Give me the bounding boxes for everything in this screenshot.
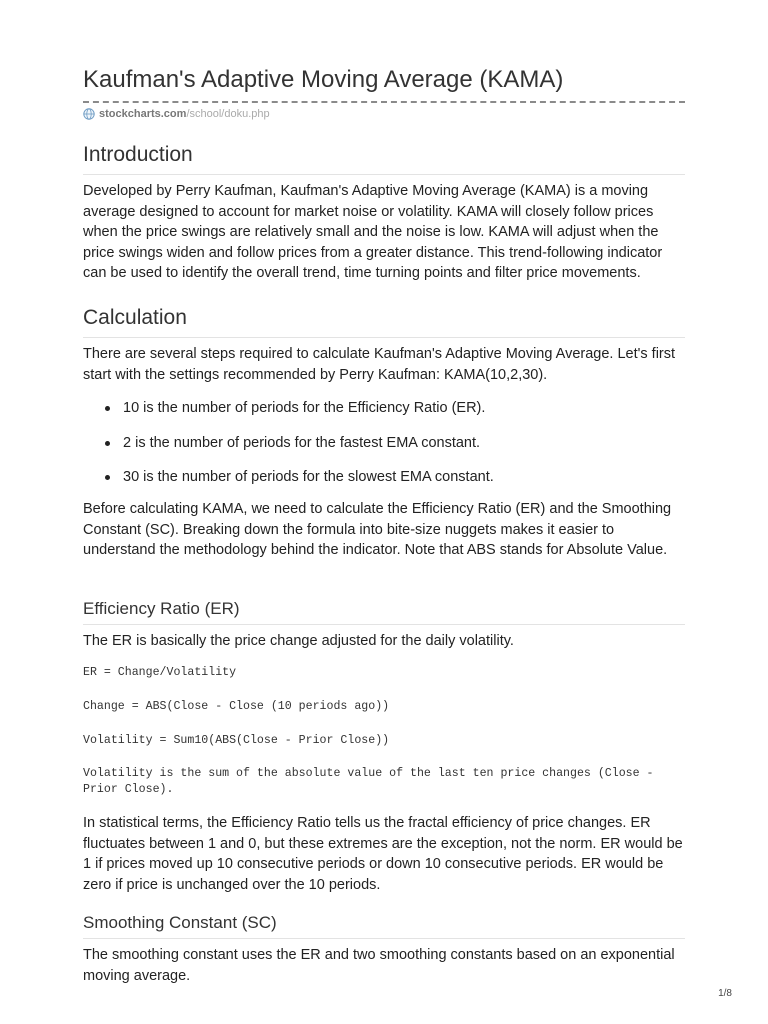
calc-paragraph-2: Before calculating KAMA, we need to calculate the Efficiency Ratio (ER) and the Smoothing Constant (SC). Breaking down the formula into bite-size nuggets makes it easier to understand the methodology behind the indicator. Note that ABS stands for Absolute Value. bbox=[83, 501, 672, 559]
section-heading-introduction: Introduction bbox=[83, 143, 685, 175]
code-volatility-formula: Volatility = Sum10(ABS(Close - Prior Close)) bbox=[83, 734, 390, 747]
bullet-icon bbox=[105, 475, 110, 480]
bullet-icon bbox=[105, 406, 110, 411]
page-title: Kaufman's Adaptive Moving Average (KAMA) bbox=[83, 66, 564, 93]
bullet-icon bbox=[105, 441, 110, 446]
code-change-formula: Change = ABS(Close - Close (10 periods ago)) bbox=[83, 700, 390, 713]
list-item: 10 is the number of periods for the Efficiency Ratio (ER). bbox=[83, 398, 685, 418]
settings-list bbox=[83, 398, 685, 502]
source-path[interactable]: /school/doku.php bbox=[186, 108, 270, 120]
source-domain[interactable]: stockcharts.com bbox=[99, 108, 187, 120]
globe-icon bbox=[83, 108, 95, 120]
source-link[interactable] bbox=[83, 107, 270, 121]
code-volatility-note: Volatility is the sum of the absolute value of the last ten price changes (Close - Prior Close). bbox=[83, 767, 661, 796]
subsection-heading-sc: Smoothing Constant (SC) bbox=[83, 913, 685, 939]
list-item: 30 is the number of periods for the slowest EMA constant. bbox=[83, 467, 685, 487]
er-paragraph-2: In statistical terms, the Efficiency Ratio tells us the fractal efficiency of price changes. ER fluctuates between 1 and 0, but these extremes are the exception, not the norm. ER would be 1 if prices moved up 10 consecutive periods or down 10 consecutive periods. ER would be zero if price is unchanged over the 10 periods. bbox=[83, 815, 683, 893]
calc-paragraph-1: There are several steps required to calculate Kaufman's Adaptive Moving Average. Let's first start with the settings recommended by Perry Kaufman: KAMA(10,2,30). bbox=[83, 346, 676, 383]
code-er-formula: ER = Change/Volatility bbox=[83, 666, 237, 679]
page-number: 1/8 bbox=[718, 988, 732, 999]
list-item: 2 is the number of periods for the fastest EMA constant. bbox=[83, 433, 685, 453]
title-divider bbox=[83, 101, 685, 103]
sc-paragraph: The smoothing constant uses the ER and two smoothing constants based on an exponential moving average. bbox=[83, 947, 675, 984]
intro-paragraph: Developed by Perry Kaufman, Kaufman's Adaptive Moving Average (KAMA) is a moving average designed to account for market noise or volatility. KAMA will closely follow prices when the price swings are relatively small and the noise is low. KAMA will adjust when the price swings widen and follow prices from a greater distance. This trend-following indicator can be used to identify the overall trend, time turning points and filter price movements. bbox=[83, 183, 663, 282]
section-heading-calculation: Calculation bbox=[83, 306, 685, 338]
subsection-heading-er: Efficiency Ratio (ER) bbox=[83, 599, 685, 625]
er-paragraph: The ER is basically the price change adjusted for the daily volatility. bbox=[83, 633, 514, 649]
